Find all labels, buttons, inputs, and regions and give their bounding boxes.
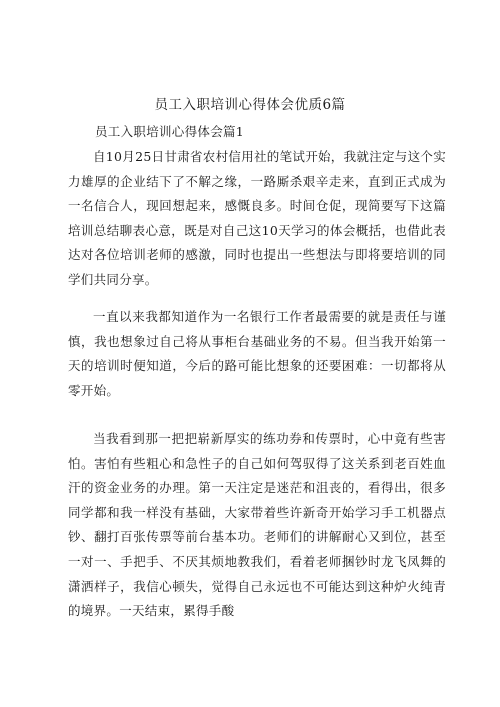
section-title: 员工入职培训心得体会篇1	[95, 124, 245, 139]
paragraph-1: 自10月25日甘肃省农村信用社的笔试开始，我就注定与这个实力雄厚的企业结下了不解之缘，一路厮杀艰辛走来，直到正式成为一名信合人，现回想起来，感慨良多。时间仓促，现简要写下这篇培训总结聊表心意，既是对自己这10天学习的体会概括，也借此表达对各位培训老师的感激，同时也提出一些想法与即将要培训的同学们共同分享。	[68, 149, 447, 287]
paragraph-3: 当我看到那一把把崭新厚实的练功券和传票时，心中竟有些害怕。害怕有些粗心和急性子的自己如何驾驭得了这关系到老百姓血汗的资金业务的办理。第一天注定是迷茫和沮丧的，看得出，很多同学都和我一样没有基础，大家带着些许新奇开始学习手工机器点钞、翻打百张传票等前台基本功。老师们的讲解耐心又到位，甚至一对一、手把手、不厌其烦地教我们，看着老师捆钞时龙飞凤舞的潇洒样子，我信心顿失，觉得自己永远也不可能达到这种炉火纯青的境界。一天结束，累得手酸	[68, 431, 446, 619]
document-title: 员工入职培训心得体会优质6篇	[154, 97, 346, 113]
paragraph-2: 一直以来我都知道作为一名银行工作者最需要的就是责任与谨慎，我也想象过自己将从事柜台基础业务的不易。但当我开始第一天的培训时便知道，今后的路可能比想象的还要困难：一切都将从零开始。	[68, 309, 446, 398]
